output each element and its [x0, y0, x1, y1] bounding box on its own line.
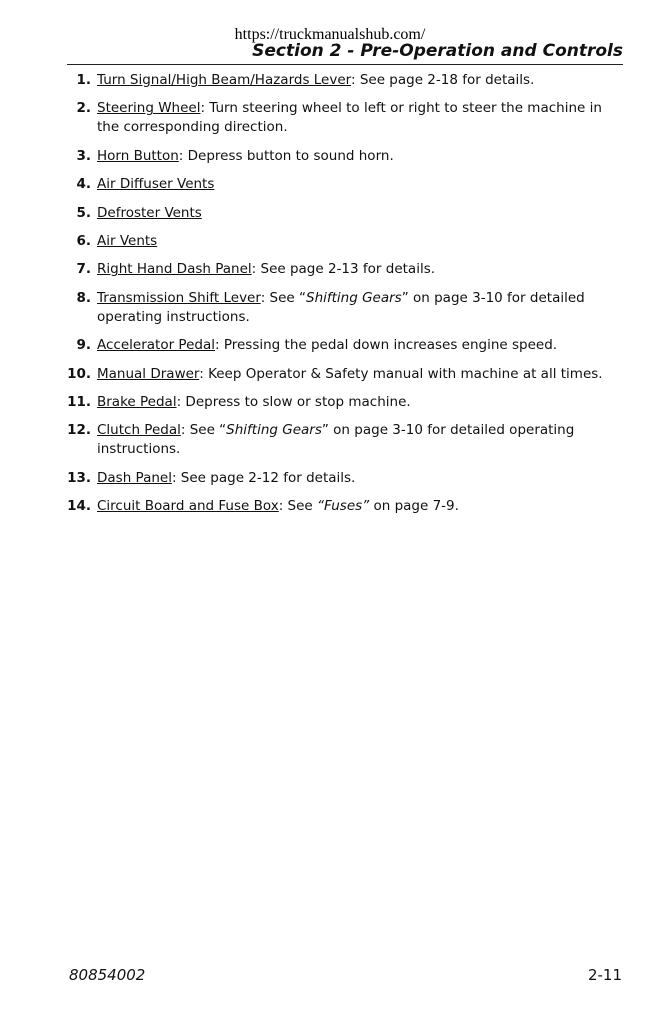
list-item — [60, 497, 620, 516]
item-term: Defroster Vents — [97, 204, 202, 221]
list-item — [60, 204, 620, 223]
item-description: : See page 2-18 for details. — [350, 72, 535, 88]
list-item — [60, 421, 620, 459]
list-item — [60, 175, 620, 194]
item-description: : See “ — [180, 422, 227, 439]
item-number: 7. — [76, 261, 91, 278]
section-title: Section 2 - Pre-Operation and Controls — [252, 41, 623, 61]
item-term: Circuit Board and Fuse Box — [97, 498, 279, 515]
item-number: 10. — [67, 365, 91, 382]
item-description: : Keep Operator & Safety manual with machine at all times. — [199, 365, 603, 382]
item-number: 14. — [67, 498, 91, 515]
list-item — [60, 365, 620, 384]
item-number: 3. — [76, 147, 91, 164]
page-number: 2-11 — [587, 966, 622, 984]
item-reference: “Fuses” — [317, 498, 370, 515]
list-item — [60, 71, 620, 90]
item-term: Turn Signal/High Beam/Hazards Lever — [97, 72, 351, 88]
item-description-tail: ” on page 3-10 for detailed operating instructions. — [97, 422, 575, 458]
list-item — [60, 232, 620, 251]
list-item — [60, 336, 620, 355]
item-number: 2. — [76, 100, 91, 117]
item-term: Air Diffuser Vents — [97, 176, 215, 193]
item-number: 11. — [67, 393, 91, 410]
item-term: Steering Wheel — [97, 100, 201, 117]
item-term: Transmission Shift Lever — [97, 289, 261, 306]
list-item — [60, 260, 620, 279]
item-description: : See “ — [260, 289, 306, 306]
item-number: 1. — [76, 72, 91, 88]
header-divider — [67, 64, 623, 65]
item-reference: Shifting Gears — [306, 289, 402, 306]
item-description-tail: ” on page 3-10 for detailed operating instructions. — [97, 289, 585, 325]
list-item — [60, 289, 620, 327]
item-description: : See page 2-12 for details. — [171, 469, 356, 486]
item-term: Horn Button — [97, 147, 179, 164]
component-list — [60, 71, 620, 525]
list-item — [60, 393, 620, 412]
item-description: : Depress to slow or stop machine. — [176, 393, 411, 410]
item-description: : See page 2-13 for details. — [251, 261, 436, 278]
item-term: Manual Drawer — [97, 365, 200, 382]
item-reference: Shifting Gears — [226, 422, 322, 439]
item-description-tail: on page 7-9. — [369, 498, 459, 515]
item-description: : Depress button to sound horn. — [178, 147, 394, 164]
item-term: Air Vents — [97, 232, 158, 249]
list-item — [60, 469, 620, 488]
list-item — [60, 147, 620, 166]
item-term: Dash Panel — [97, 469, 172, 486]
item-number: 12. — [67, 422, 91, 439]
item-description: : Pressing the pedal down increases engine speed. — [214, 337, 558, 354]
item-term: Right Hand Dash Panel — [97, 261, 252, 278]
item-term: Accelerator Pedal — [97, 337, 215, 354]
item-description: : Turn steering wheel to left or right to steer the machine in the corresponding direction. — [97, 100, 602, 136]
item-number: 5. — [76, 204, 91, 221]
item-number: 9. — [76, 337, 91, 354]
source-url: https://truckmanualshub.com/ — [234, 26, 426, 43]
item-term: Brake Pedal — [97, 393, 177, 410]
item-number: 6. — [76, 232, 91, 249]
item-number: 13. — [67, 469, 91, 486]
item-description: : See — [278, 498, 318, 515]
item-number: 4. — [76, 176, 91, 193]
document-number: 80854002 — [69, 966, 146, 984]
list-item — [60, 99, 620, 137]
item-term: Clutch Pedal — [97, 422, 181, 439]
item-number: 8. — [76, 289, 91, 306]
